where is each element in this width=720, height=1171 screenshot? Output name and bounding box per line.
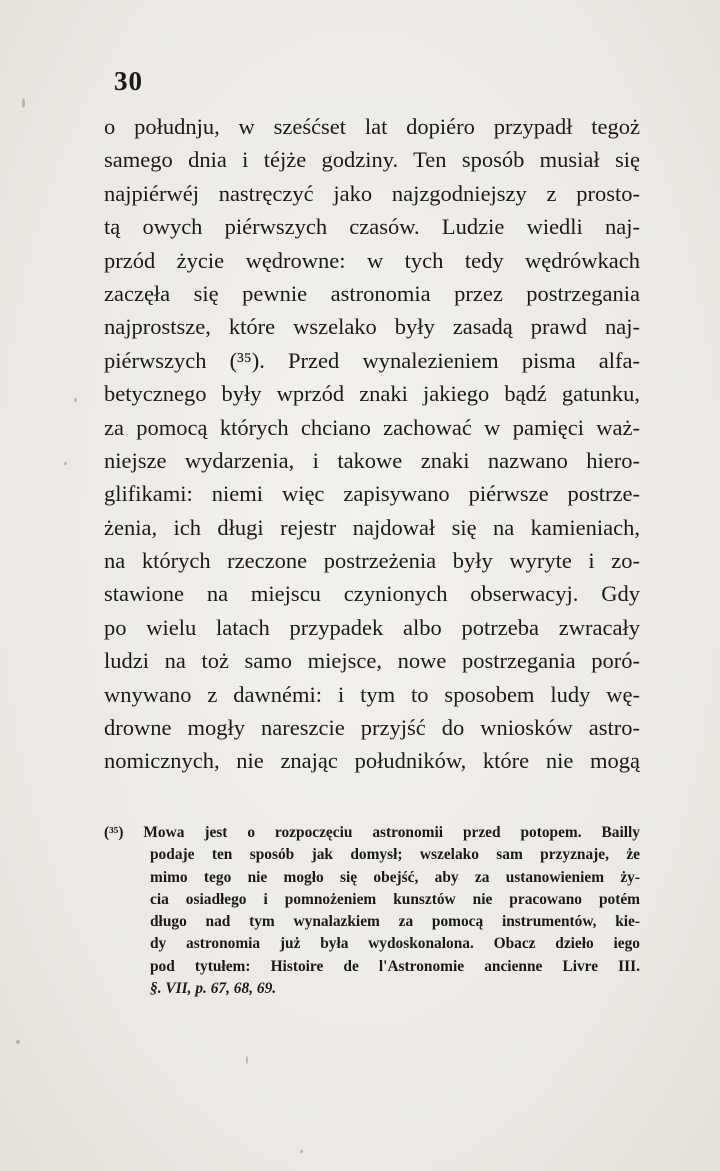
- body-line: nomicznych, nie znając południków, które nie mogą: [104, 748, 640, 774]
- footnote-line: §. VII, p. 67, 68, 69.: [150, 980, 277, 998]
- body-line: tą owych piérwszych czasów. Ludzie wiedli naj-: [104, 214, 640, 240]
- body-line: żenia, ich długi rejestr najdował się na kamieniach,: [104, 514, 640, 540]
- paper-speck: [246, 1056, 248, 1064]
- body-line: po wielu latach przypadek albo potrzeba zwracały: [104, 614, 640, 640]
- footnote-line: dy astronomia już była wydoskonalona. Obacz dzieło iego: [150, 935, 640, 953]
- footnote-line: pod tytułem: Histoire de l'Astronomie ancienne Livre III.: [150, 957, 640, 975]
- body-line: stawione na miejscu czynionych obserwacyj. Gdy: [104, 581, 640, 607]
- body-line: piérwszych (³⁵). Przed wynalezieniem pisma alfa-: [104, 347, 640, 373]
- footnote-block: [104, 822, 640, 1000]
- footnote-line: (³⁵) Mowa jest o rozpoczęciu astronomii przed potopem. Bailly: [104, 824, 640, 841]
- body-line: ludzi na toż samo miejsce, nowe postrzegania poró-: [104, 648, 640, 674]
- body-text: [104, 110, 640, 778]
- body-line: betycznego były wprzód znaki jakiego bądź gatunku,: [104, 381, 640, 407]
- footnote-line: mimo tego nie mogło się obejść, aby za ustanowieniem ży-: [150, 868, 640, 886]
- body-line: za pomocą których chciano zachować w pamięci waż-: [104, 414, 640, 440]
- body-line: najprostsze, które wszelako były zasadą prawd naj-: [104, 314, 640, 340]
- paper-speck: [16, 1040, 20, 1044]
- body-line: o połudnju, w sześćset lat dopiéro przypadł tegoż: [104, 114, 640, 139]
- body-line: przód życie wędrowne: w tych tedy wędrówkach: [104, 247, 640, 273]
- paper-speck: [22, 98, 25, 108]
- paper-speck: [300, 1150, 303, 1153]
- page-number: 30: [114, 66, 143, 96]
- footnote-line: cia osiadłego i pomnożeniem kunsztów nie pracowano potém: [150, 890, 640, 908]
- paper-speck: [64, 462, 67, 465]
- body-line: niejsze wydarzenia, i takowe znaki nazwano hiero-: [104, 447, 640, 473]
- body-line: na których rzeczone postrzeżenia były wyryte i zo-: [104, 548, 640, 574]
- body-line: najpiérwéj nastręczyć jako najzgodniejszy z prosto-: [104, 180, 640, 206]
- footnote-line: podaje ten sposób jak domysł; wszelako sam przyznaje, że: [150, 846, 640, 864]
- body-line: drowne mogły nareszcie przyjść do wniosków astro-: [104, 715, 640, 741]
- body-line: zaczęła się pewnie astronomia przez postrzegania: [104, 280, 640, 306]
- paper-speck: [74, 398, 77, 402]
- body-line: wnywano z dawnémi: i tym to sposobem ludy wę-: [104, 681, 640, 707]
- body-line: samego dnia i téjże godziny. Ten sposób musiał się: [104, 147, 640, 173]
- footnote-line: długo nad tym wynalazkiem za pomocą instrumentów, kie-: [150, 913, 640, 931]
- body-line: glifikami: niemi więc zapisywano piérwsze postrze-: [104, 481, 640, 507]
